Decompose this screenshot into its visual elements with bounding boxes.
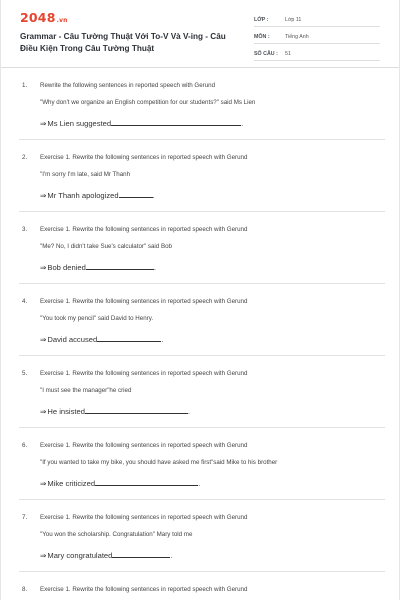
arrow-icon: ⇒	[40, 119, 47, 128]
meta-subject-label: MÔN :	[254, 34, 270, 40]
question-prompt: Exercise 1. Rewrite the following sentences in reported speech with Gerund	[40, 586, 248, 593]
question-number: 5.	[22, 370, 28, 377]
question-item	[1, 68, 400, 140]
question-prompt: Exercise 1. Rewrite the following sentences in reported speech with Gerund	[40, 298, 248, 305]
question-quote: "If you wanted to take my bike, you should have asked me first"said Mike to his brother	[40, 459, 278, 466]
meta-count-value: 51	[285, 51, 291, 57]
answer-prefix: Mary congratulated	[47, 551, 113, 560]
answer-end: .	[198, 479, 201, 488]
question-prompt: Exercise 1. Rewrite the following sentences in reported speech with Gerund	[40, 514, 248, 521]
answer-end: .	[170, 551, 173, 560]
answer-line	[40, 190, 155, 200]
answer-line	[40, 334, 163, 344]
question-prompt: Exercise 1. Rewrite the following sentences in reported speech with Gerund	[40, 226, 248, 233]
question-item	[1, 212, 400, 284]
answer-blank[interactable]	[95, 478, 201, 488]
meta-subject-row	[254, 30, 380, 44]
meta-subject-value: Tiếng Anh	[285, 34, 309, 40]
question-quote: "Me? No, I didn't take Sue's calculator" said Bob	[40, 243, 172, 250]
answer-prefix: Bob denied	[47, 263, 86, 272]
meta-class-label: LỚP :	[254, 17, 269, 23]
answer-end: .	[187, 407, 191, 416]
question-item	[1, 284, 400, 356]
question-item	[1, 356, 400, 428]
question-item	[1, 140, 400, 212]
worksheet-header	[1, 0, 399, 68]
question-number: 3.	[22, 226, 28, 233]
answer-blank[interactable]	[85, 406, 191, 416]
meta-count-label: SỐ CÂU :	[254, 51, 278, 57]
arrow-icon: ⇒	[40, 335, 47, 344]
answer-end: .	[153, 263, 156, 272]
answer-end: .	[241, 119, 244, 128]
meta-count-row	[254, 47, 380, 61]
meta-class-value: Lớp 11	[285, 17, 302, 23]
question-quote: "You took my pencil" said David to Henry.	[40, 315, 154, 322]
answer-blank[interactable]	[112, 550, 173, 560]
logo-text: 2048	[20, 10, 56, 25]
answer-end: .	[161, 335, 164, 344]
answer-prefix: David accused	[47, 335, 98, 344]
question-quote: "You won the scholarship. Congratulation" Mary told me	[40, 531, 193, 538]
question-item	[1, 428, 400, 500]
arrow-icon: ⇒	[40, 263, 47, 272]
question-number: 6.	[22, 442, 28, 449]
meta-class-row	[254, 13, 380, 27]
arrow-icon: ⇒	[40, 551, 47, 560]
answer-line	[40, 118, 243, 128]
question-prompt: Rewrite the following sentences in reported speech with Gerund	[40, 82, 216, 89]
question-item	[1, 500, 400, 572]
question-prompt: Exercise 1. Rewrite the following sentences in reported speech with Gerund	[40, 370, 248, 377]
answer-line	[40, 478, 200, 488]
question-quote: "I must see the manager"he cried	[40, 387, 132, 394]
question-number: 1.	[22, 82, 28, 89]
answer-line	[40, 406, 190, 416]
answer-blank[interactable]	[86, 262, 154, 270]
arrow-icon: ⇒	[40, 407, 47, 416]
question-number: 4.	[22, 298, 28, 305]
answer-blank[interactable]	[97, 334, 164, 344]
site-logo[interactable]	[20, 10, 68, 25]
answer-blank[interactable]	[111, 118, 244, 128]
question-item	[1, 572, 400, 600]
question-number: 2.	[22, 154, 28, 161]
answer-prefix: Mr Thanh apologized	[47, 191, 119, 200]
question-number: 8.	[22, 586, 28, 593]
answer-line	[40, 262, 156, 272]
answer-prefix: He insisted	[47, 407, 85, 416]
answer-prefix: Mike criticized	[47, 479, 96, 488]
answer-blank[interactable]	[119, 190, 153, 198]
logo-suffix: .vn	[56, 17, 68, 24]
question-number: 7.	[22, 514, 28, 521]
question-prompt: Exercise 1. Rewrite the following sentences in reported speech with Gerund	[40, 154, 248, 161]
question-quote: "I'm sorry I'm late, said Mr Thanh	[40, 171, 131, 178]
answer-end: .	[152, 191, 155, 200]
question-prompt: Exercise 1. Rewrite the following sentences in reported speech with Gerund	[40, 442, 248, 449]
answer-line	[40, 550, 173, 560]
page-title: Grammar - Câu Tường Thuật Với To-V Và V-ing - Câu Điều Kiện Trong Câu Tường Thuật	[20, 32, 226, 53]
arrow-icon: ⇒	[40, 479, 47, 488]
answer-prefix: Ms Lien suggested	[47, 119, 112, 128]
question-quote: "Why don't we organize an English competition for our students?" said Ms Lien	[40, 99, 256, 106]
arrow-icon: ⇒	[40, 191, 47, 200]
